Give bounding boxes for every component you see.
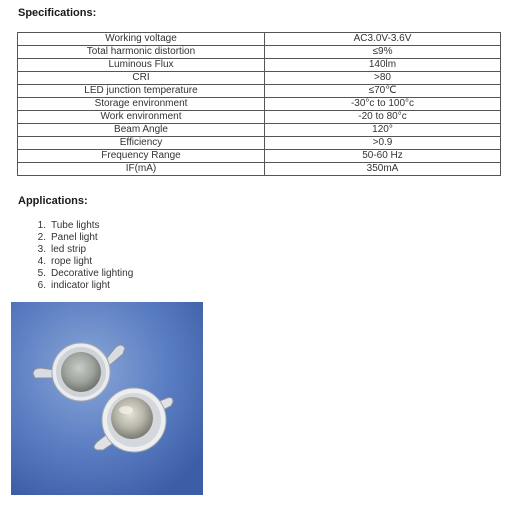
spec-row: [18, 111, 501, 124]
spec-row: [18, 137, 501, 150]
application-label: rope light: [51, 256, 93, 267]
application-item: [32, 268, 133, 280]
application-label: led strip: [51, 244, 87, 255]
spec-value: 120°: [265, 124, 501, 137]
spec-parameter: Storage environment: [18, 98, 265, 111]
spec-value: >80: [265, 72, 501, 85]
spec-row: [18, 72, 501, 85]
specifications-heading: Specifications:: [18, 7, 97, 19]
spec-parameter: CRI: [18, 72, 265, 85]
spec-value: 50-60 Hz: [265, 150, 501, 163]
spec-row: [18, 46, 501, 59]
applications-heading: Applications:: [18, 195, 88, 207]
photo-background: [11, 302, 203, 495]
spec-value: ≤70℃: [265, 85, 501, 98]
spec-parameter: IF(mA): [18, 163, 265, 176]
spec-value: >0.9: [265, 137, 501, 150]
application-number: 3.: [37, 244, 46, 255]
spec-value: -30°c to 100°c: [265, 98, 501, 111]
spec-value: AC3.0V-3.6V: [265, 33, 501, 46]
spec-parameter: Total harmonic distortion: [18, 46, 265, 59]
spec-parameter: Frequency Range: [18, 150, 265, 163]
spec-row: [18, 85, 501, 98]
application-label: Panel light: [51, 232, 98, 243]
spec-value: 140lm: [265, 59, 501, 72]
spec-parameter: Efficiency: [18, 137, 265, 150]
application-item: [32, 280, 133, 292]
application-label: Tube lights: [51, 220, 100, 231]
specifications-table: [17, 32, 501, 176]
spec-parameter: Working voltage: [18, 33, 265, 46]
spec-row: [18, 163, 501, 176]
application-label: indicator light: [51, 280, 110, 291]
led-product-photo: [11, 302, 203, 495]
spec-row: [18, 124, 501, 137]
spec-row: [18, 59, 501, 72]
spec-row: [18, 33, 501, 46]
spec-parameter: Luminous Flux: [18, 59, 265, 72]
spec-value: 350mA: [265, 163, 501, 176]
spec-row: [18, 150, 501, 163]
led-product-illustration: [11, 302, 203, 495]
spec-parameter: Work environment: [18, 111, 265, 124]
application-item: [32, 256, 133, 268]
spec-value: ≤9%: [265, 46, 501, 59]
spec-parameter: LED junction temperature: [18, 85, 265, 98]
spec-row: [18, 98, 501, 111]
application-item: [32, 232, 133, 244]
application-number: 5.: [37, 268, 46, 279]
application-number: 1.: [37, 220, 46, 231]
applications-list: [32, 220, 133, 292]
application-item: [32, 220, 133, 232]
application-number: 2.: [37, 232, 46, 243]
application-item: [32, 244, 133, 256]
spec-value: -20 to 80°c: [265, 111, 501, 124]
application-number: 4.: [37, 256, 46, 267]
application-number: 6.: [37, 280, 46, 291]
specifications-table-body: [18, 33, 501, 176]
application-label: Decorative lighting: [51, 268, 134, 279]
spec-parameter: Beam Angle: [18, 124, 265, 137]
